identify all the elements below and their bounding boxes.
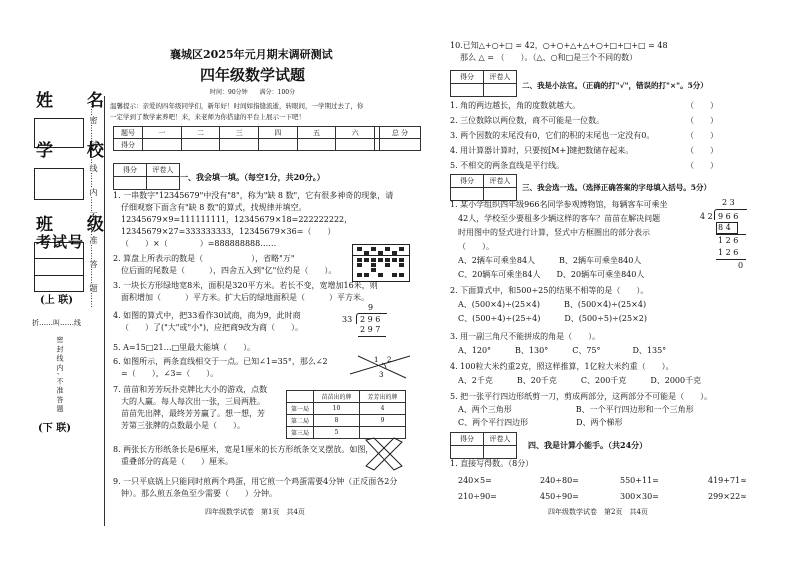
calc-item: 299×22≈ [708,492,747,501]
card-cell: 8 [314,415,360,427]
card-cell: 苗苗出的牌 [314,391,360,403]
grader-input[interactable] [114,177,147,190]
grader-cell: 得分 [451,433,484,446]
score-table-header-row [114,127,421,139]
judge-answer-slot[interactable]: （ ） [686,101,718,110]
page2-footer: 四年级数学试卷 第2页 共4页 [548,508,648,516]
judge-item: 2. 三位数除以两位数，商不可能是一位数。 [450,116,605,125]
score-input[interactable] [181,139,220,151]
seal-note [54,336,64,412]
choice-2 [450,284,648,326]
cut-line-note: 折……叫……线 [32,319,81,327]
grader-input[interactable] [147,177,180,190]
calc-intro-text: 1. 直接写得数。（8分） [450,459,534,468]
ld-quotient: 2 3 [722,198,735,207]
grader-input[interactable] [484,84,517,97]
long-division-figure [700,198,748,278]
crossed-strips-figure [362,436,406,472]
choice-3 [450,330,666,358]
judge-answer-slot[interactable]: （ ） [686,131,718,140]
abacus-image [352,244,410,282]
ld-rule [716,234,746,235]
school-label: 学 校 [36,141,118,161]
judge-item: 5. 不相交的两条直线是平行线。 [450,161,565,170]
card-cell: 第一局 [287,403,314,415]
section2-title: 二、我是小法官。（正确的打"√"，错误的打"×"。5分） [522,81,708,90]
upper-note: (上 联) [40,295,73,306]
choice5-line: 5. 把一张平行四边形纸剪一刀，剪成两部分，这两部分不可能是（ ）。 [450,392,713,401]
choice1-line: （ ）。 [458,242,494,251]
grader-input[interactable] [451,84,484,97]
choice1-line: A、2辆车可乘坐84人 B、2辆车可乘坐840人 [458,256,642,265]
grader-box-2 [450,70,517,97]
division-dividend: 2 9 6 [360,315,381,324]
calc-item: 550+11= [620,476,659,485]
section4-title: 四、我是计算小能手。（共24分） [528,440,648,450]
calc-item: 240÷80= [540,476,579,485]
question-7 [113,384,267,432]
judge-item: 3. 两个因数的末尾没有0，它们的积的末尾也一定没有0。 [450,131,655,140]
choice4-line: 4. 100粒大米约重2克，照这样推算，1亿粒大米约重（ ）。 [450,362,674,371]
angle-label-1: 1 [374,356,379,364]
card-cell [287,391,314,403]
subject-title: 四年级数学试题 [200,66,306,84]
class-label: 班 级 [36,215,118,235]
q4-line: 4. 如图的算式中，把33看作30试商，商为9，此时商 [113,311,301,320]
judge-answer-slot[interactable]: （ ） [686,116,718,125]
question-2 [113,253,336,277]
card-cell: 第二局 [287,415,314,427]
ld-step2: 1 2 6 [718,236,739,245]
q2-line: 2. 算盘上所表示的数是（ ），省略"万" [113,254,295,263]
q8-line: 重叠部分的高是（ ）厘米。 [121,457,233,466]
ld-rule [716,259,746,260]
q10-line: 那么 △ = （ ）。（△、○和□是三个不同的数） [460,53,638,62]
choice2-line: C、(500÷4)÷(25÷4) D、(500÷5)÷(25×2) [458,314,647,323]
q7-line: 大的人赢。每人每次出一张，三局两胜。 [121,397,265,406]
choice1-line: C、20辆车可乘坐84人 D、20辆车可乘坐840人 [458,270,645,279]
q9-line: 钟）。那么煎五条鱼至少需要（ ）分钟。 [121,489,277,498]
time-info: 时间：90分钟 满分：100分 [210,89,296,96]
score-cell: 题号 [114,127,143,139]
judge-item: 4. 用计算器计算时，只要按[M+]键把数储存起来。 [450,146,634,155]
ld-step3: 1 2 6 [718,248,739,257]
calc-intro [450,458,533,470]
score-cell: 五 [297,127,336,139]
q1-line: 仔细观察下面含有"缺 8 数"的算式，找规律并填空。 [121,203,307,212]
score-input[interactable] [220,139,259,151]
division-figure [340,303,390,339]
q6-line: 6. 如图所示，两条直线相交于一点。已知∠1=35°，那么∠2 [113,357,328,366]
lower-note: (下 联) [38,423,71,434]
division-product: 2 9 7 [360,325,381,334]
grader-input[interactable] [484,446,517,459]
score-cell: 一 [143,127,182,139]
q5-line: 5. A=15□21…□里最大能填（ ）。 [113,343,256,352]
name-label: 姓 名 [36,91,118,111]
judge-answer-slot[interactable]: （ ） [686,146,718,155]
judge-item: 1. 角的两边越长，角的度数就越大。 [450,101,581,110]
score-input[interactable] [143,139,182,151]
choice2-line: 2. 下面算式中，和500÷25的结果不相等的是（ ）。 [450,286,649,295]
question-9 [113,476,397,500]
q2-line: 位后面的尾数是（ ），四舍五入到"亿"位约是（ ）。 [121,266,337,275]
choice-1 [450,198,667,282]
section1-title: 一、我会填一填。（每空1分，共20分。） [180,172,325,182]
choice4-line: A、2千克 B、20千克 C、200千克 D、2000千克 [458,376,702,385]
greeting-line-1: 温馨提示：亲爱的四年级同学们，新年好！时间如指缝流逝，转眼间，一学期过去了，你 [110,102,364,110]
calc-item: 450÷90= [540,492,579,501]
score-input[interactable] [297,139,336,151]
card-table-header [287,391,406,403]
question-10 [450,40,668,64]
greeting-line-2: 一定学到了数学素养吧！来，来老师为你搭建的平台上展示一下吧！ [110,113,305,121]
school-field[interactable] [34,168,84,200]
score-input[interactable] [259,139,298,151]
exam-number-field[interactable] [34,258,84,292]
card-cell: 4 [360,403,406,415]
q6-line: =（ ），∠3=（ ）。 [121,369,219,378]
question-5 [113,342,255,354]
card-cell: 9 [360,415,406,427]
q1-line: 12345679×27=333333333，12345679×36=（ ） [121,227,336,236]
grader-box-3 [450,174,517,201]
q3-line: 面积增加（ ）平方米。扩大后的绿地面积是（ ）平方米。 [121,293,369,302]
question-3 [113,280,378,304]
exam-title: 襄城区2025年元月期末调研测试 [170,48,333,61]
intersecting-lines-figure [348,350,412,380]
ld-dividend: 9 6 6 [718,212,739,221]
calc-item: 210÷90= [458,492,497,501]
choice-4 [450,360,701,388]
card-table [286,390,406,439]
q3-line: 3. 一块长方形绿地宽8米，面积是320平方米。若长不变，宽增加16米，则 [113,281,378,290]
judge-answer-slot[interactable]: （ ） [686,161,718,170]
grader-box-4 [450,432,517,459]
grader-cell: 评卷人 [484,71,517,84]
score-cell: 总 分 [380,127,421,139]
page1-footer: 四年级数学试卷 第1页 共4页 [205,508,305,516]
question-6 [113,356,328,380]
score-input[interactable] [380,139,421,151]
grader-input[interactable] [451,446,484,459]
q8-line: 8. 两张长方形纸条长是6厘米，宽是1厘米的长方形纸条交叉摆放。如图， [113,445,374,454]
q1-line: （ ）×（ ）=888888888…… [121,239,277,248]
score-table [113,126,421,151]
choice3-line: A、120° B、130° C、75° D、135° [458,346,667,355]
grader-box-1 [113,163,180,190]
exam-number-label-visible: 考试号 [36,233,85,251]
choice2-line: A、(500×4)÷(25×4) B、(500×4)÷(25×4) [458,300,647,309]
ld-step1: 8 4 [718,223,731,232]
card-cell: 10 [314,403,360,415]
calc-item: 419+71≈ [708,476,747,485]
q1-line: 1. 一串数字"12345679"中没有"8"，称为"缺 8 数"，它有很多神奇的现象，请 [113,191,394,200]
q7-line: 苗苗先出牌，最终芳芳赢了。想一想，芳 [121,409,265,418]
division-quotient: 9 [368,303,374,312]
section3-title: 三、我会选一选。（选择正确答案的字母填入括号。5分） [522,183,711,192]
division-divisor: 33 [342,315,353,324]
vertical-seal-text: ……密……封……线……内……不……准……答……题…… [89,100,98,308]
q9-line: 9. 一只平底锅上只能同时煎两个鸡蛋，用它煎一个鸡蛋需要4分钟（正反面各2分 [113,477,398,486]
calc-item: 240×5= [458,476,492,485]
question-4 [113,310,303,334]
choice5-line: C、两个平行四边形 D、两个梯形 [458,418,623,427]
score-cell: 得分 [114,139,143,151]
grader-cell: 评卷人 [147,164,180,177]
vertical-seal-line [86,100,98,520]
choice1-line: 1. 某小学组织四年级966名同学参观博物馆，每辆客车可乘坐 [450,200,668,209]
score-cell: 四 [259,127,298,139]
grader-cell: 评卷人 [484,433,517,446]
choice3-line: 3. 用一副三角尺不能拼成的角是（ ）。 [450,332,601,341]
judge-answers [686,98,718,173]
angle-label-3: 3 [379,371,384,379]
question-1 [113,190,393,250]
score-cell: 三 [220,127,259,139]
judge-list [450,98,654,173]
abacus-beads [353,245,409,281]
division-rule [358,336,386,337]
score-cell: 二 [181,127,220,139]
card-cell: 芳芳出的牌 [360,391,406,403]
score-table-score-row [114,139,421,151]
grader-cell: 评卷人 [484,175,517,188]
choice1-line: 42人，学校至少要租多少辆这样的客车？苗苗在解决问题 [458,214,661,223]
score-input[interactable] [336,139,375,151]
q1-line: 12345679×9=111111111，12345679×18=222222222， [121,215,353,224]
sidebar-divider [104,96,105,526]
question-8 [113,444,373,468]
ld-remainder: 0 [738,261,744,270]
calc-item: 300×30= [620,492,659,501]
q7-line: 芳第三张牌的点数最小是（ ）。 [121,421,245,430]
card-table-row [287,415,406,427]
choice1-line: 时用图中的竖式进行计算，竖式中方框圈出的部分表示 [458,228,650,237]
q10-line: 10.已知△+○+□ = 42，○+○+△+△+○+□+□+□ = 48 [450,41,668,50]
card-cell: 5 [314,427,360,439]
grader-cell: 得分 [451,71,484,84]
ld-divisor: 4 2 [700,212,713,221]
choice-5 [450,390,712,429]
seal-note-text: 密 封 线 内 , 不 准 答 题 [56,336,64,413]
angle-label-2: 2 [387,356,392,364]
grader-cell: 得分 [114,164,147,177]
score-cell: 六 [336,127,375,139]
choice5-line: A、两个三角形 B、一个平行四边形和一个三角形 [458,405,694,414]
grader-cell: 得分 [451,175,484,188]
card-cell: 第三局 [287,427,314,439]
card-table-row [287,403,406,415]
q4-line: （ ）了("大"或"小")，应把商9改为商（ ）。 [121,323,304,332]
q7-line: 7. 苗苗和芳芳玩扑克牌比大小的游戏，点数 [113,385,268,394]
